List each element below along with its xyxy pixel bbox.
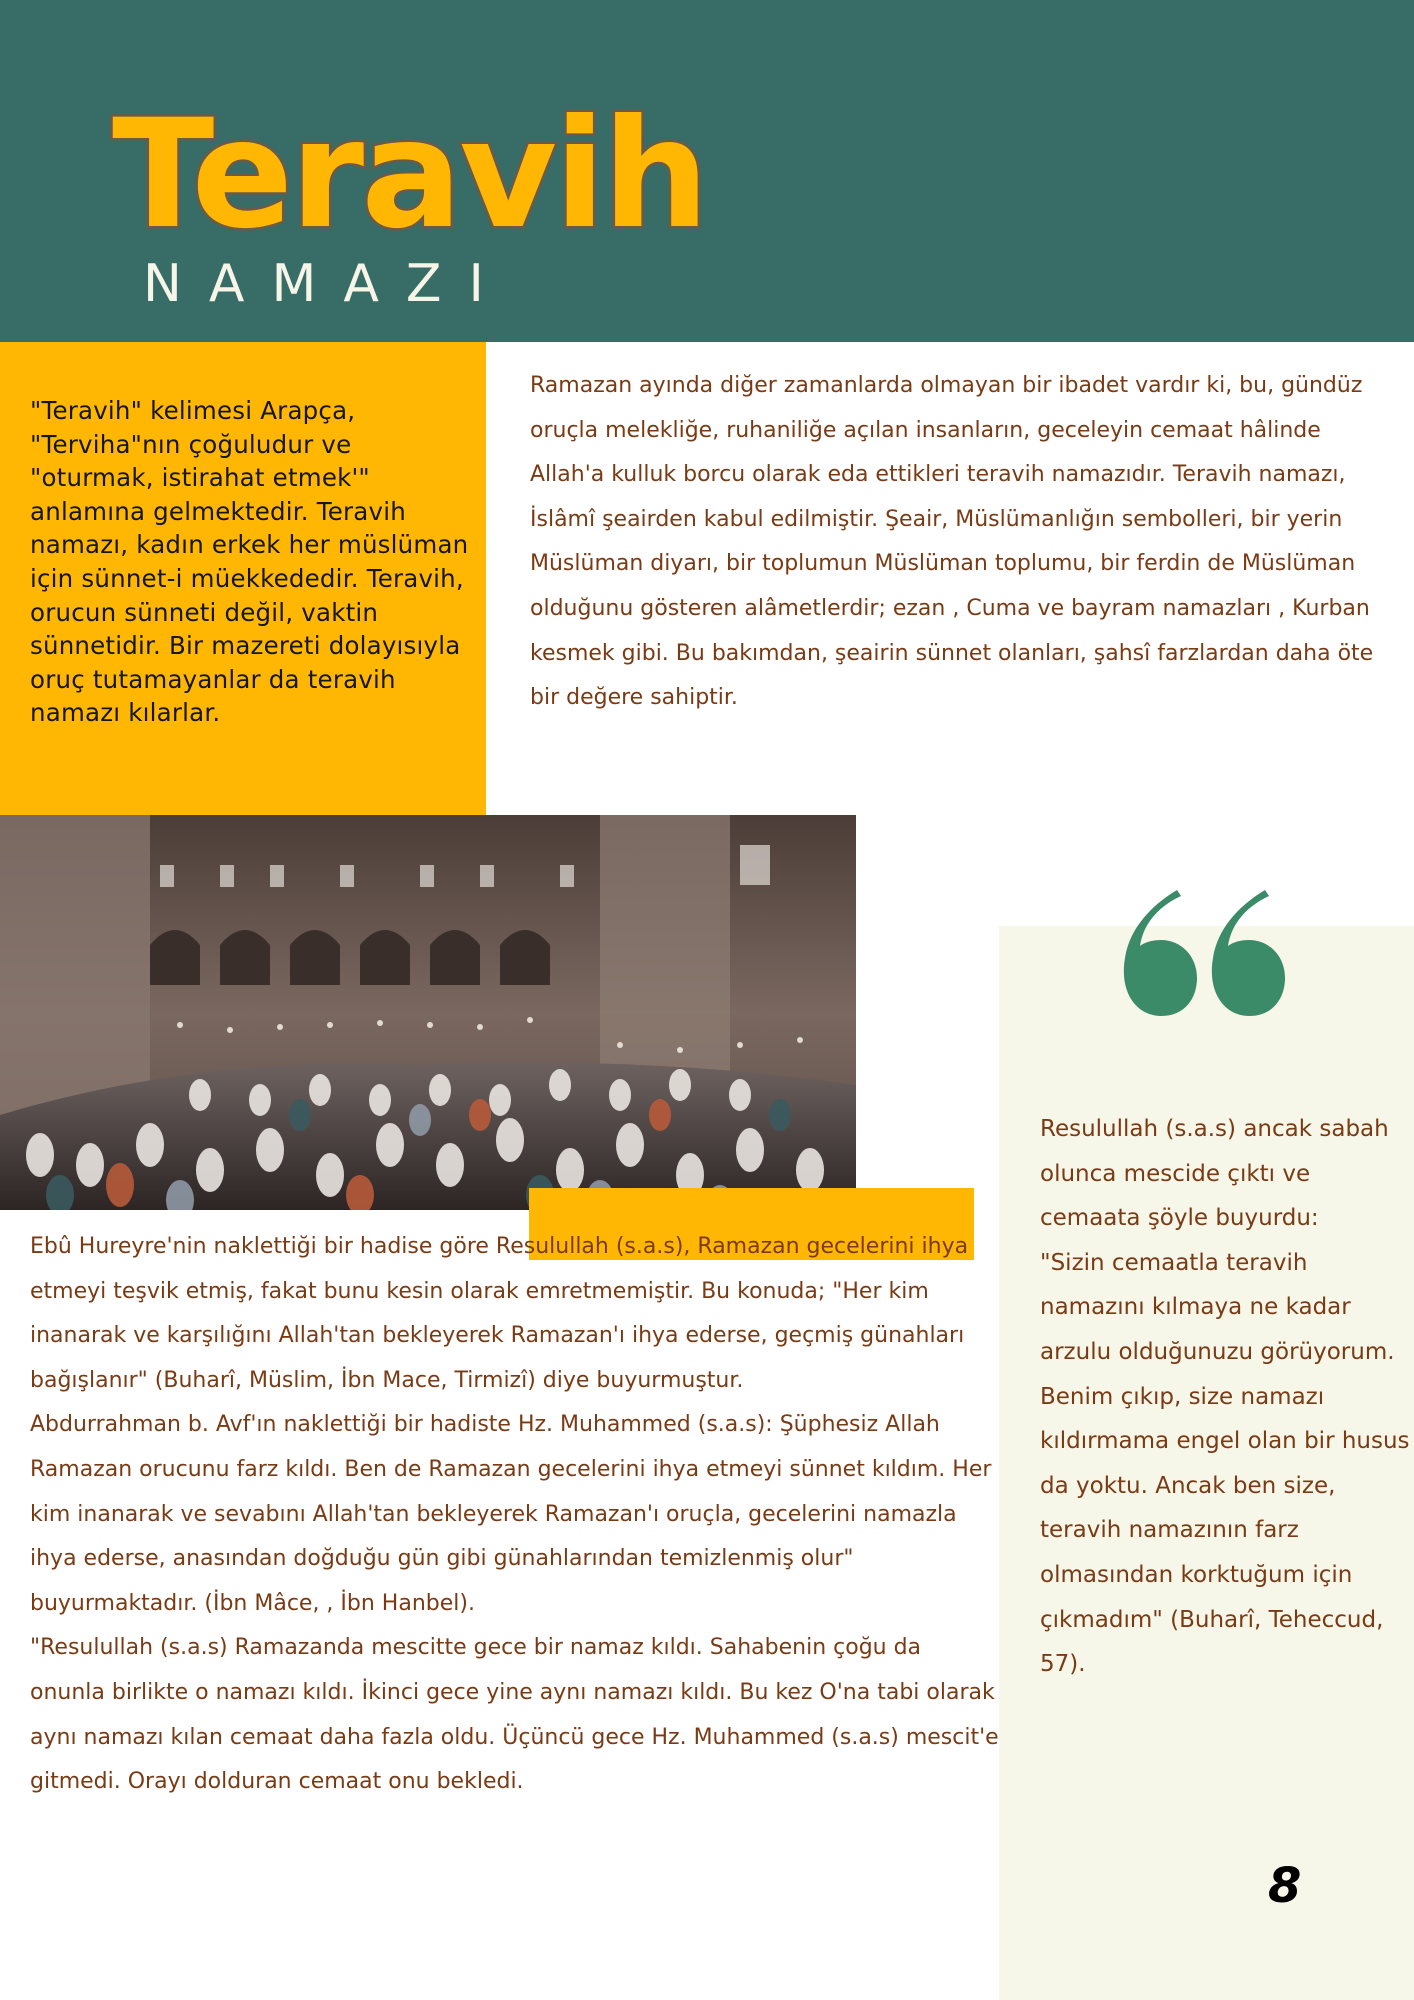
header-banner [0,0,1414,342]
intro-text: "Teravih" kelimesi Arapça, "Terviha"nın çoğuludur ve "oturmak, istirahat etmek'" anlamına gelmektedir. Teravih namazı, kadın erkek her müslüman için sünnet-i müekkededir. Teravih, orucun sünneti değil, vaktin sünnetidir. Bir mazereti dolayısıyla oruç tutamayanlar da teravih namazı kılarlar. [30,396,469,728]
top-paragraph: Ramazan ayında diğer zamanlarda olmayan bir ibadet vardır ki, bu, gündüz oruçla melekliğe, ruhaniliğe açılan insanların, geceleyin cemaat hâlinde Allah'a kulluk borcu olarak eda ettikleri teravih namazıdır. Teravih namazı, İslâmî şeairden kabul edilmiştir. Şeair, Müslümanlığın sembolleri, bir yerin Müslüman diyarı, bir toplumun Müslüman toplumu, bir ferdin de Müslüman olduğunu gösteren alâmetlerdir; ezan , Cuma ve bayram namazları , Kurban kesmek gibi. Bu bakımdan, şeairin sünnet olanları, şahsî farzlardan daha öte bir değere sahiptir. [530,373,1374,711]
hadith-paragraph-3: "Resulullah (s.a.s) Ramazanda mescitte gece bir namaz kıldı. Sahabenin çoğu da onunla birlikte o namazı kıldı. İkinci gece yine aynı namazı kıldı. Bu kez O'na tabi olarak aynı namazı kılan cemaat daha fazla oldu. Üçüncü gece Hz. Muhammed (s.a.s) mescit'e gitmedi. Orayı dolduran cemaat onu bekledi. [30,1635,999,1795]
hadith-paragraph-1: Ebû Hureyre'nin naklettiği bir hadise göre Resulullah (s.a.s), Ramazan gecelerini ihya etmeyi teşvik etmiş, fakat bunu kesin olarak emretmemiştir. Bu konuda; "Her kim inanarak ve karşılığını Allah'tan bekleyerek Ramazan'ı ihya ederse, geçmiş günahları bağışlanır" (Buharî, Müslim, İbn Mace, Tirmizî) diye buyurmuştur. [30,1234,969,1393]
mosque-prayer-photo [0,815,856,1210]
side-quote-text: Resulullah (s.a.s) ancak sabah olunca mescide çıktı ve cemaata şöyle buyurdu: "Sizin cemaatla teravih namazını kılmaya ne kadar arzulu olduğunuzu görüyorum. Benim çıkıp, size namazı kıldırmama engel olan bir husus da yoktu. Ancak ben size, teravih namazının farz olmasından korktuğum için çıkmadım" (Buharî, Teheccud, 57). [1040,1116,1410,1678]
photo-illustration [0,815,856,1210]
page-subtitle: NAMAZI [143,254,511,314]
quote-open-icon [1115,888,1290,1018]
page-title: Teravih [112,88,707,262]
page-number: 8 [1268,1858,1302,1914]
hadith-paragraph-2: Abdurrahman b. Avf'ın naklettiği bir hadiste Hz. Muhammed (s.a.s): Şüphesiz Allah Ramazan orucunu farz kıldı. Ben de Ramazan gecelerini ihya etmeyi sünnet kıldım. Her kim inanarak ve sevabını Allah'tan bekleyerek Ramazan'ı oruçla, gecelerini namazla ihya ederse, anasından doğduğu gün gibi günahlarından temizlenmiş olur" buyurmaktadır. (İbn Mâce, , İbn Hanbel). [30,1412,992,1616]
bottom-paragraphs [30,1225,1000,1805]
intro-box [0,342,486,815]
